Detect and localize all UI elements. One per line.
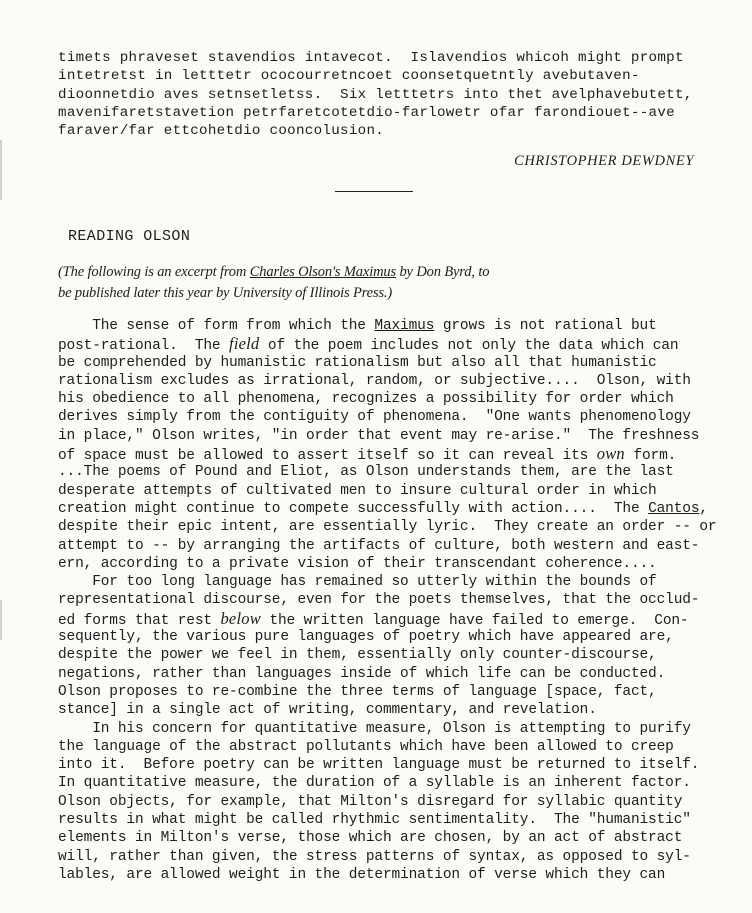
text-run: creation might continue to compete successfully with action.... The [58, 500, 649, 517]
text-line: derives simply from the contiguity of phenomena. "One wants phenomenology [58, 409, 691, 426]
text-line: For too long language has remained so utterly within the bounds of [58, 574, 657, 591]
text-run: grows is not rational but [434, 318, 657, 334]
emphasis: field [229, 334, 260, 354]
text-line: sequently, the various pure languages of poetry which have appeared are, [58, 629, 674, 646]
author-byline: CHRISTOPHER DEWDNEY [514, 153, 694, 169]
text-line [58, 445, 716, 463]
emphasis: below [220, 608, 261, 628]
text-line: ern, according to a private vision of their transcendant coherence.... [58, 555, 657, 572]
text-line: In his concern for quantitative measure, Olson is attempting to purify [58, 720, 691, 737]
book-title: Charles Olson's Maximus [249, 264, 396, 280]
text-line [58, 500, 716, 518]
text-line [58, 335, 716, 353]
text-line: negations, rather than languages inside of which life can be conducted. [58, 665, 666, 682]
preceding-text-paragraph [58, 49, 693, 140]
text-line: attempt to -- by arranging the artifacts of culture, both western and east- [58, 537, 700, 554]
text-line: representational discourse, even for the poets themselves, that the occlud- [58, 592, 700, 609]
text-line: be comprehended by humanistic rationalism but also all that humanistic [58, 354, 657, 371]
section-divider [335, 191, 413, 192]
text-run: the written language have failed to emerge. Con- [260, 612, 689, 629]
text-line: desperate attempts of cultivated men to insure cultural order in which [58, 482, 657, 499]
work-title: Maximus [374, 318, 435, 334]
text-line: rationalism excludes as irrational, random, or subjective.... Olson, with [58, 372, 691, 389]
essay-body [58, 317, 716, 884]
text-run: , [699, 500, 708, 517]
text-run: ed forms that rest [58, 612, 221, 629]
text-line: despite their epic intent, are essentially lyric. They create an order -- or [58, 519, 717, 536]
text-line: be published later this year by University of Illinois Press.) [58, 285, 393, 301]
text-run: post-rational. The [58, 338, 230, 355]
text-line: the language of the abstract pollutants which have been allowed to creep [58, 738, 674, 755]
text-line: will, rather than given, the stress patterns of syntax, as opposed to syl- [58, 848, 691, 865]
text-line: despite the power we feel in them, essentially only counter-discourse, [58, 647, 657, 664]
text-line: dioonnetdio aves setnsetletss. Six letttetrs into thet avelphavebutett, [58, 86, 693, 103]
text-line: elements in Milton's verse, those which are chosen, by an act of abstract [58, 830, 683, 847]
scan-edge-mark [0, 600, 2, 640]
text-line: his obedience to all phenomena, recognizes a possibility for order which [58, 391, 674, 408]
work-title: Cantos [648, 500, 700, 517]
text-run: of the poem includes not only the data which can [259, 338, 679, 355]
text-line: timets phraveset stavendios intavecot. Islavendios whicoh might prompt [58, 50, 684, 66]
text-line: stance] in a single act of writing, commentary, and revelation. [58, 702, 597, 719]
text-line: intetretst in letttetr ococourretncoet coonsetquetntly avebutaven- [58, 68, 640, 85]
text-line: lables, are allowed weight in the determination of verse which they can [58, 866, 666, 883]
section-title: READING OLSON [68, 228, 191, 245]
text-line: mavenifaretstavetion petrfaretcotetdio-farlowetr ofar farondiouet--ave [58, 104, 675, 121]
emphasis: own [596, 444, 625, 464]
text-line: results in what might be called rhythmic sentimentality. The "humanistic" [58, 812, 691, 829]
intro-text: (The following is an excerpt from [58, 264, 250, 280]
text-line: In quantitative measure, the duration of a syllable is an inherent factor. [58, 775, 691, 792]
text-run: form. [624, 448, 677, 465]
text-line: ...The poems of Pound and Eliot, as Olson understands them, are the last [58, 464, 674, 481]
text-run: The sense of form from which the [58, 318, 375, 334]
text-line: in place," Olson writes, "in order that event may re-arise." The freshness [58, 427, 700, 444]
text-line [58, 262, 489, 283]
text-line [58, 610, 716, 628]
excerpt-intro-note [58, 262, 489, 304]
text-line: Olson objects, for example, that Milton's disregard for syllabic quantity [58, 793, 683, 810]
scan-edge-mark [0, 140, 2, 200]
text-line: faraver/far ettcohetdio cooncolusion. [58, 123, 385, 140]
text-line: into it. Before poetry can be written language must be returned to itself. [58, 757, 700, 774]
text-line: Olson proposes to re-combine the three terms of language [space, fact, [58, 683, 657, 700]
text-line [58, 317, 716, 335]
intro-text: by Don Byrd, to [395, 264, 490, 280]
text-run: of space must be allowed to assert itself so it can reveal its [58, 448, 597, 465]
